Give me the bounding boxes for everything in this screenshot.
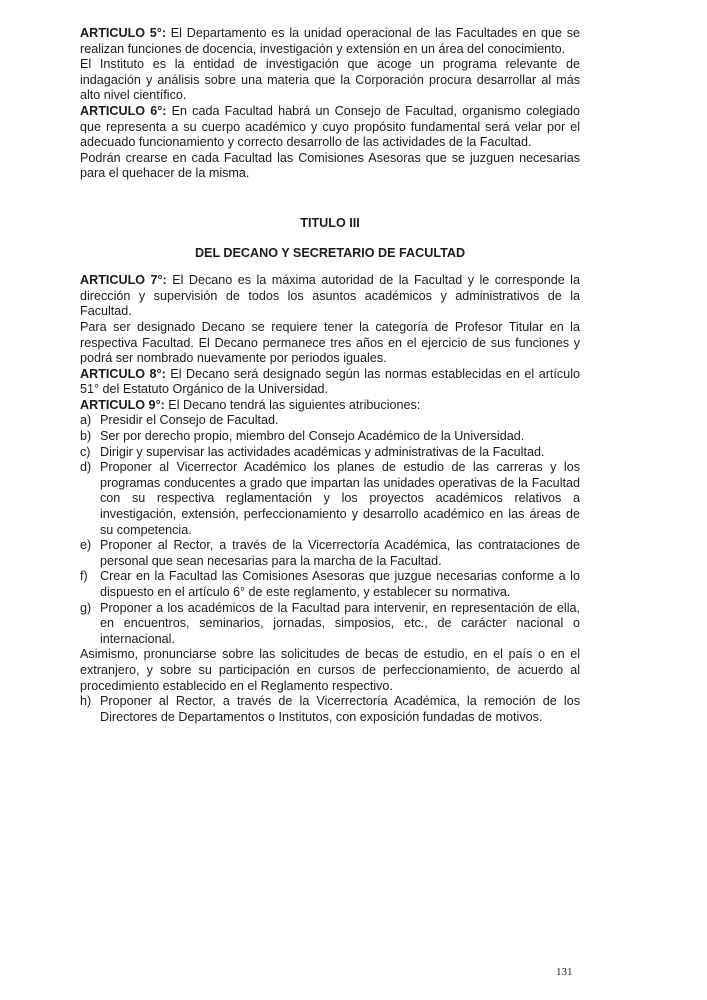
articulo-5-label: ARTICULO 5°: xyxy=(80,26,167,40)
articulo-8 xyxy=(80,367,580,398)
item-letter: d) xyxy=(80,460,92,475)
articulo-6-label: ARTICULO 6°: xyxy=(80,103,167,118)
articulo-8-text: El Decano será designado según las normas establecidas en el artículo 51° del Estatuto Orgánico de la Universidad. xyxy=(80,366,580,397)
item-text: Proponer al Rector, a través de la Vicerrectoría Académica, las contrataciones de personal que sean necesarias para la marcha de la Facultad. xyxy=(100,538,580,568)
item-letter: g) xyxy=(80,600,92,615)
item-text: Proponer a los académicos de la Facultad para intervenir, en representación de ella, en encuentros, seminarios, jornadas, simposios, etc., de carácter nacional o internacional. xyxy=(100,600,580,646)
item-text: Crear en la Facultad las Comisiones Asesoras que juzgue necesarias conforme a lo dispuesto en el artículo 6° de este reglamento, y establecer su normativa. xyxy=(100,569,580,599)
list-item xyxy=(80,694,580,725)
articulo-9 xyxy=(80,398,580,414)
item-text: Proponer al Vicerrector Académico los planes de estudio de las carreras y los programas conducentes a grado que impartan las unidades operativas de la Facultad con su respectiva reglamentación y los proyectos académicos relativos a investigación, extensión, perfeccionamiento y desarrollo académico en las áreas de su competencia. xyxy=(100,460,580,537)
subtitulo-heading: DEL DECANO Y SECRETARIO DE FACULTAD xyxy=(194,245,466,260)
articulo-5 xyxy=(80,26,580,57)
articulo-9-text: El Decano tendrá las siguientes atribuciones: xyxy=(164,397,421,412)
articulo-9-label: ARTICULO 9°: xyxy=(80,397,165,412)
item-letter: h) xyxy=(80,694,92,709)
list-item xyxy=(80,538,580,569)
titulo-heading: TITULO III xyxy=(300,215,360,230)
item-letter: f) xyxy=(80,569,88,584)
page-number: 131 xyxy=(556,966,573,978)
atribuciones-list xyxy=(80,413,580,647)
articulo-7 xyxy=(80,273,580,320)
item-text: Proponer al Rector, a través de la Vicerrectoría Académica, la remoción de los Directores de Departamentos o Institutos, con exposición fundadas de motivos. xyxy=(100,694,580,724)
instituto-paragraph: El Instituto es la entidad de investigación que acoge un programa relevante de indagación y análisis sobre una materia que la Corporación procura desarrollar al más alto nivel científico. xyxy=(80,57,580,103)
atribuciones-list-continued xyxy=(80,694,580,725)
list-item xyxy=(80,601,580,648)
item-letter: b) xyxy=(80,429,92,444)
item-letter: a) xyxy=(80,413,92,428)
articulo-5-text: El Departamento es la unidad operacional de las Facultades en que se realizan funciones de docencia, investigación y extensión en un área del conocimiento. xyxy=(80,26,581,56)
asimismo-paragraph: Asimismo, pronunciarse sobre las solicitudes de becas de estudio, en el país o en el extranjero, y sobre su participación en cursos de perfeccionamiento, de acuerdo al procedimiento establecido en el Reglamento respectivo. xyxy=(80,647,580,693)
articulo-7-text: El Decano es la máxima autoridad de la Facultad y le corresponde la dirección y supervisión de todos los asuntos académicos y administrativos de la Facultad. xyxy=(80,273,580,319)
list-item xyxy=(80,569,580,600)
articulo-8-label: ARTICULO 8°: xyxy=(80,366,166,381)
item-text: Presidir el Consejo de Facultad. xyxy=(100,413,279,428)
articulo-6 xyxy=(80,104,580,151)
item-text: Ser por derecho propio, miembro del Consejo Académico de la Universidad. xyxy=(100,429,525,444)
list-item xyxy=(80,445,580,461)
list-item xyxy=(80,429,580,445)
item-text: Dirigir y supervisar las actividades académicas y administrativas de la Facultad. xyxy=(100,444,545,459)
articulo-6-text: En cada Facultad habrá un Consejo de Facultad, organismo colegiado que representa a su cuerpo académico y cuyo propósito fundamental será velar por el adecuado funcionamiento y correcto desarrollo de las actividades de la Facultad. xyxy=(80,103,580,150)
list-item xyxy=(80,413,580,429)
list-item xyxy=(80,460,580,538)
articulo-7-label: ARTICULO 7°: xyxy=(80,273,167,288)
item-letter: c) xyxy=(80,444,91,459)
item-letter: e) xyxy=(80,538,92,553)
document-page xyxy=(80,26,580,725)
comisiones-paragraph: Podrán crearse en cada Facultad las Comisiones Asesoras que se juzguen necesarias para el quehacer de la misma. xyxy=(80,150,580,181)
designado-paragraph: Para ser designado Decano se requiere tener la categoría de Profesor Titular en la respectiva Facultad. El Decano permanece tres años en el ejercicio de sus funciones y podrá ser nombrado nuevamente por periodos iguales. xyxy=(80,319,580,366)
